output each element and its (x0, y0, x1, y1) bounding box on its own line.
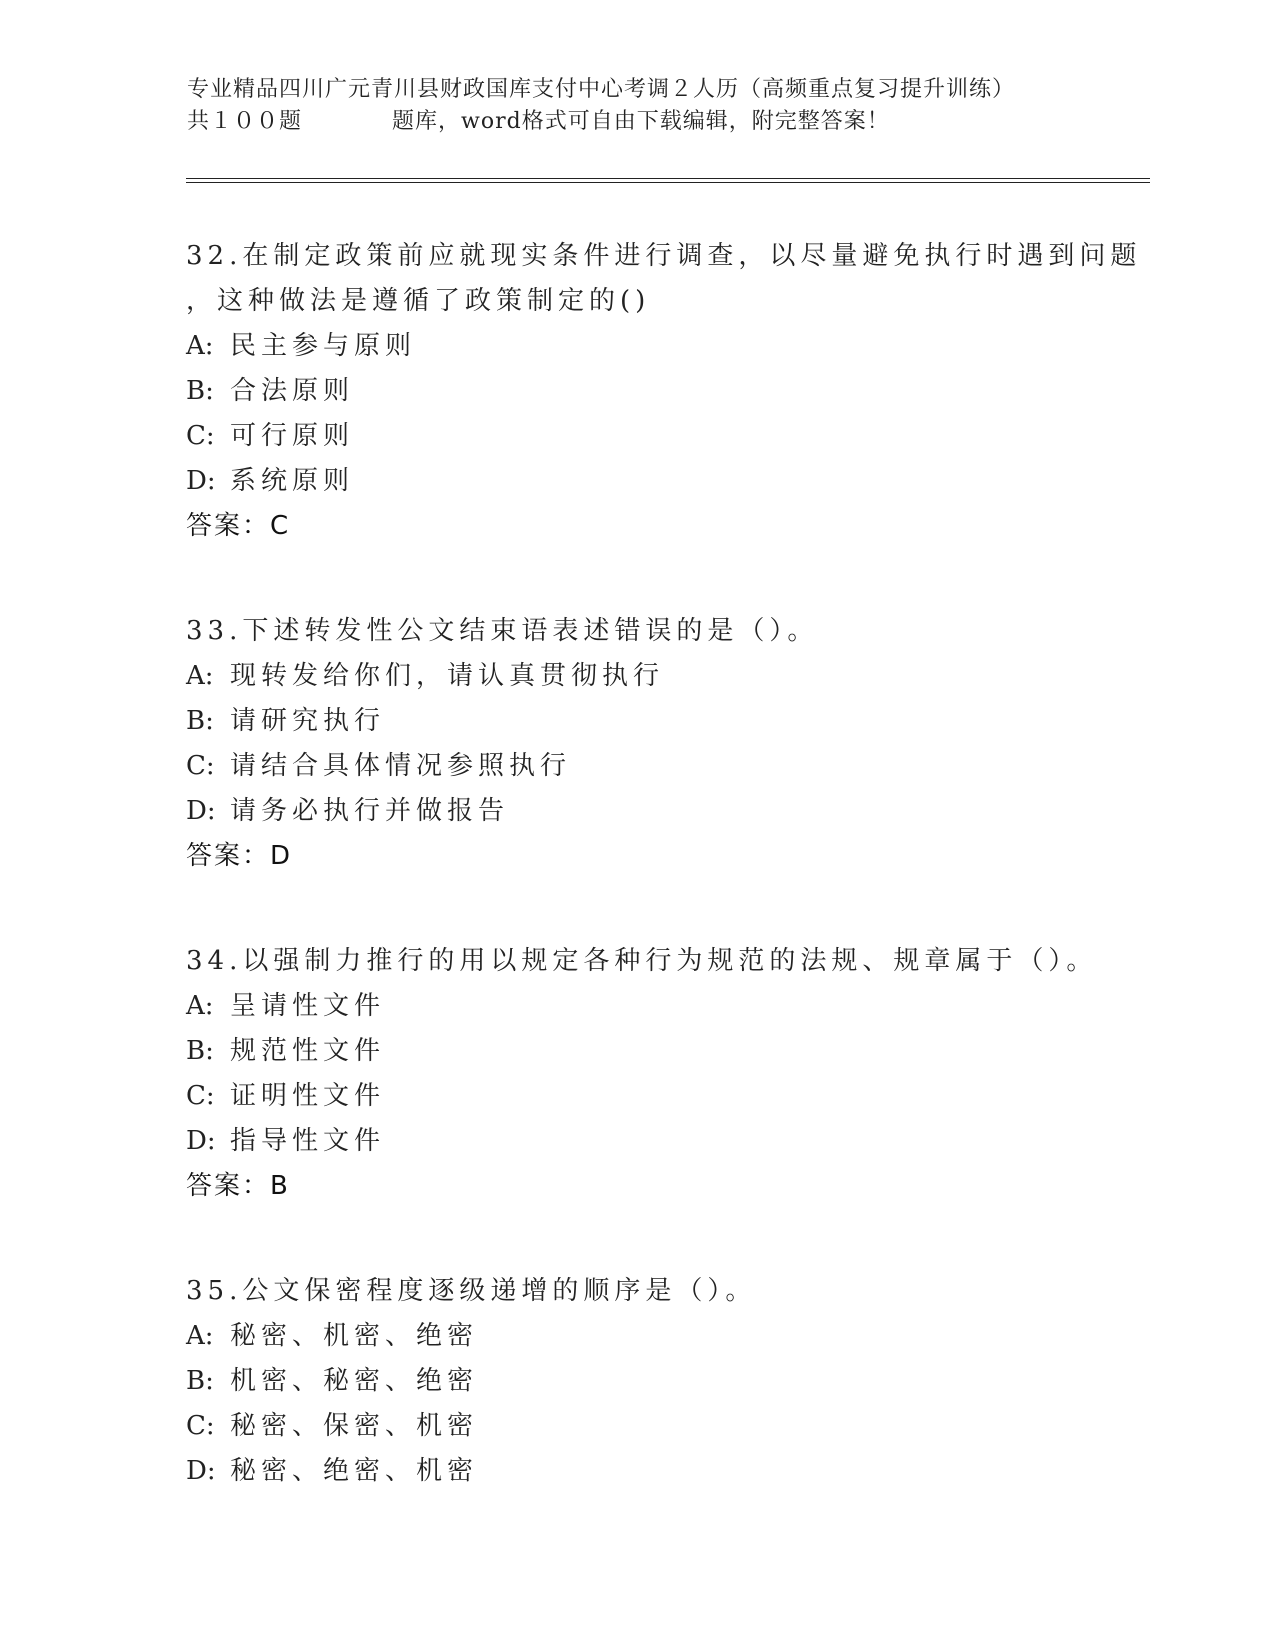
question-33 (186, 609, 1146, 879)
option-d (186, 1449, 1146, 1494)
option-letter: C: (186, 1411, 215, 1441)
option-d (186, 459, 1146, 504)
option-a (186, 984, 1146, 1029)
header-rule-bottom (186, 182, 1150, 183)
option-c (186, 1074, 1146, 1119)
option-a (186, 324, 1146, 369)
question-stem: 32.在制定政策前应就现实条件进行调查，以尽量避免执行时遇到问题 (186, 241, 1142, 271)
option-letter: D: (186, 796, 216, 826)
option-text: 指导性文件 (230, 1126, 386, 1156)
option-letter: B: (186, 376, 214, 406)
answer-line: 答案：C (186, 511, 291, 541)
question-35 (186, 1269, 1146, 1494)
option-letter: D: (186, 466, 216, 496)
option-text: 规范性文件 (230, 1036, 386, 1066)
option-d (186, 789, 1146, 834)
answer-line: 答案：B (186, 1171, 290, 1201)
option-letter: C: (186, 1081, 215, 1111)
option-a (186, 1314, 1146, 1359)
option-b (186, 1029, 1146, 1074)
option-text: 秘密、保密、机密 (230, 1411, 479, 1441)
option-b (186, 369, 1146, 414)
option-letter: A: (186, 991, 214, 1021)
header-rule-top (186, 178, 1150, 179)
option-letter: A: (186, 661, 214, 691)
header-subtitle-line (187, 106, 1087, 138)
option-text: 呈请性文件 (230, 991, 386, 1021)
option-letter: D: (186, 1126, 216, 1156)
option-letter: B: (186, 706, 214, 736)
option-text: 请结合具体情况参照执行 (230, 751, 572, 781)
question-34 (186, 939, 1146, 1209)
option-text: 请研究执行 (230, 706, 386, 736)
option-text: 证明性文件 (230, 1081, 386, 1111)
question-32 (186, 234, 1146, 549)
option-text: 可行原则 (230, 421, 355, 451)
option-letter: B: (186, 1366, 214, 1396)
option-c (186, 414, 1146, 459)
option-letter: B: (186, 1036, 214, 1066)
option-letter: A: (186, 331, 214, 361)
option-text: 合法原则 (230, 376, 355, 406)
header-description: 题库，word格式可自由下载编辑，附完整答案！ (392, 109, 890, 134)
option-letter: A: (186, 1321, 214, 1351)
option-c (186, 744, 1146, 789)
option-text: 系统原则 (230, 466, 355, 496)
option-text: 现转发给你们，请认真贯彻执行 (230, 661, 665, 691)
option-text: 秘密、机密、绝密 (230, 1321, 479, 1351)
question-stem-continued: ，这种做法是遵循了政策制定的() (186, 286, 651, 316)
option-text: 请务必执行并做报告 (230, 796, 510, 826)
option-text: 民主参与原则 (230, 331, 417, 361)
question-list (186, 234, 1146, 1554)
question-stem: 33.下述转发性公文结束语表述错误的是（）。 (186, 616, 819, 646)
answer-line: 答案：D (186, 841, 293, 871)
option-d (186, 1119, 1146, 1164)
option-letter: C: (186, 751, 215, 781)
option-c (186, 1404, 1146, 1449)
option-text: 秘密、绝密、机密 (230, 1456, 479, 1486)
option-letter: D: (186, 1456, 216, 1486)
option-letter: C: (186, 421, 215, 451)
option-b (186, 1359, 1146, 1404)
header-question-count: 共１００题 (187, 109, 303, 134)
option-text: 机密、秘密、绝密 (230, 1366, 479, 1396)
header-title-line: 专业精品四川广元青川县财政国库支付中心考调２人历（高频重点复习提升训练） (187, 77, 1016, 102)
option-b (186, 699, 1146, 744)
question-stem: 35.公文保密程度逐级递增的顺序是（）。 (186, 1276, 757, 1306)
question-stem: 34.以强制力推行的用以规定各种行为规范的法规、规章属于（）。 (186, 946, 1098, 976)
document-header (187, 74, 1087, 138)
option-a (186, 654, 1146, 699)
